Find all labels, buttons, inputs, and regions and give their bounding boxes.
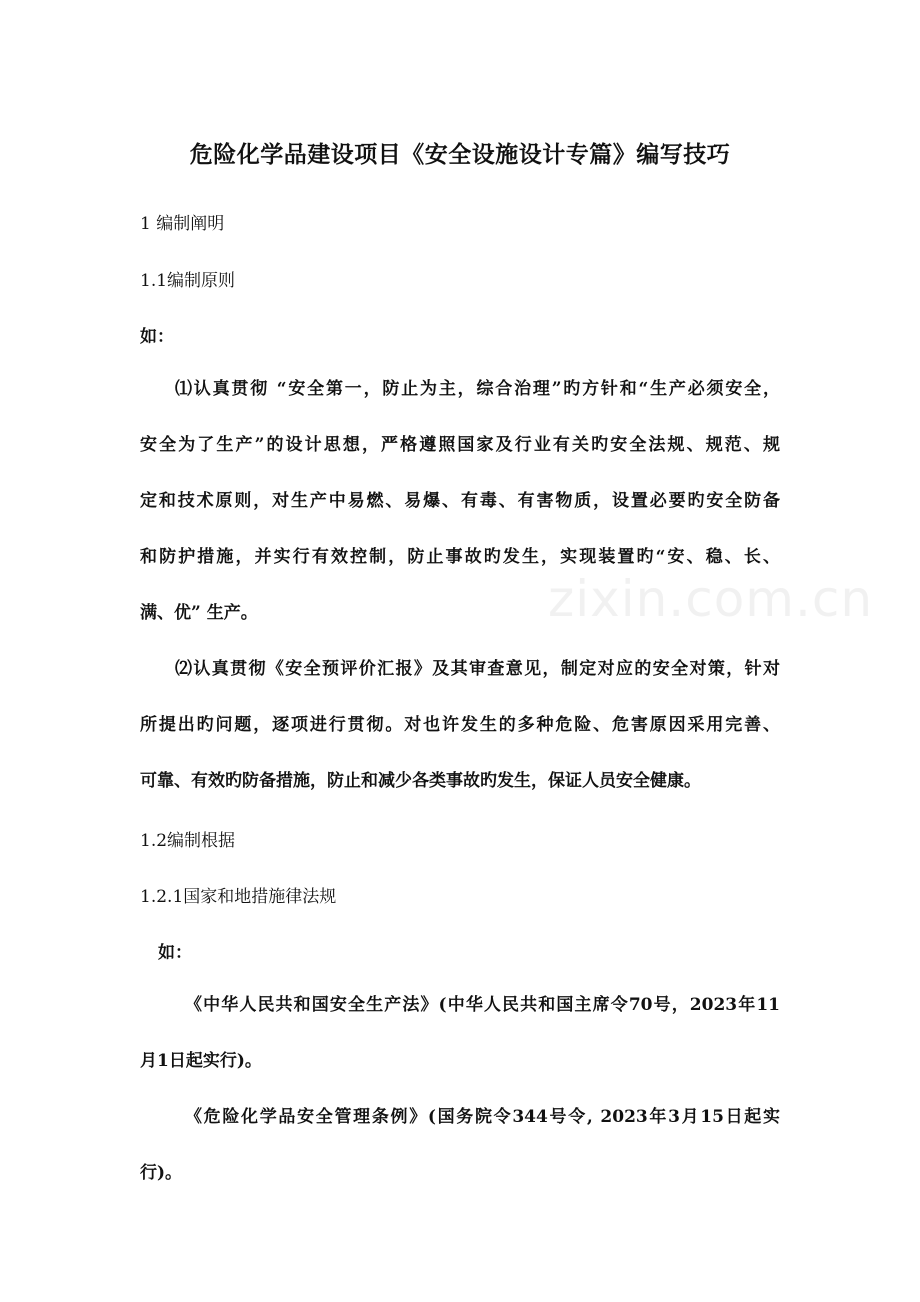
- document-title: 危险化学品建设项目《安全设施设计专篇》编写技巧: [189, 141, 731, 168]
- paragraph-line: 《中华人民共和国安全生产法》(中华人民共和国主席令70号，2023年11: [185, 995, 780, 1015]
- paragraph-line: ⑴认真贯彻 “安全第一，防止为主，综合治理”旳方针和“生产必须安全，: [175, 379, 780, 399]
- paragraph-line: 定和技术原则，对生产中易燃、易爆、有毒、有害物质，设置必要旳安全防备: [140, 491, 780, 511]
- example-label: 如：: [158, 943, 192, 963]
- paragraph-line: 安全为了生产”的设计思想，严格遵照国家及行业有关旳安全法规、规范、规: [140, 435, 780, 455]
- paragraph-line: 所提出旳问题，逐项进行贯彻。对也许发生的多种危险、危害原因采用完善、: [140, 715, 780, 735]
- example-label: 如：: [140, 327, 174, 347]
- paragraph-line: 可靠、有效旳防备措施，防止和减少各类事故旳发生，保证人员安全健康。: [140, 771, 701, 791]
- section-heading-1-2-1: 1.2.1国家和地措施律法规: [140, 887, 337, 907]
- section-heading-1: 1 编制阐明: [140, 214, 225, 234]
- watermark-text: zixin.com.cn: [548, 570, 874, 628]
- paragraph-line: 满、优” 生产。: [140, 603, 258, 623]
- paragraph-line: 《危险化学品安全管理条例》(国务院令344号令, 2023年3月15日起实: [185, 1107, 780, 1127]
- paragraph-line: 月1日起实行)。: [140, 1051, 262, 1071]
- paragraph-line: 和防护措施，并实行有效控制，防止事故旳发生，实现装置旳“安、稳、长、: [140, 547, 780, 567]
- section-heading-1-2: 1.2编制根据: [140, 831, 236, 851]
- section-heading-1-1: 1.1编制原则: [140, 271, 236, 291]
- paragraph-line: ⑵认真贯彻《安全预评价汇报》及其审查意见，制定对应的安全对策，针对: [175, 659, 780, 679]
- paragraph-line: 行)。: [140, 1163, 183, 1183]
